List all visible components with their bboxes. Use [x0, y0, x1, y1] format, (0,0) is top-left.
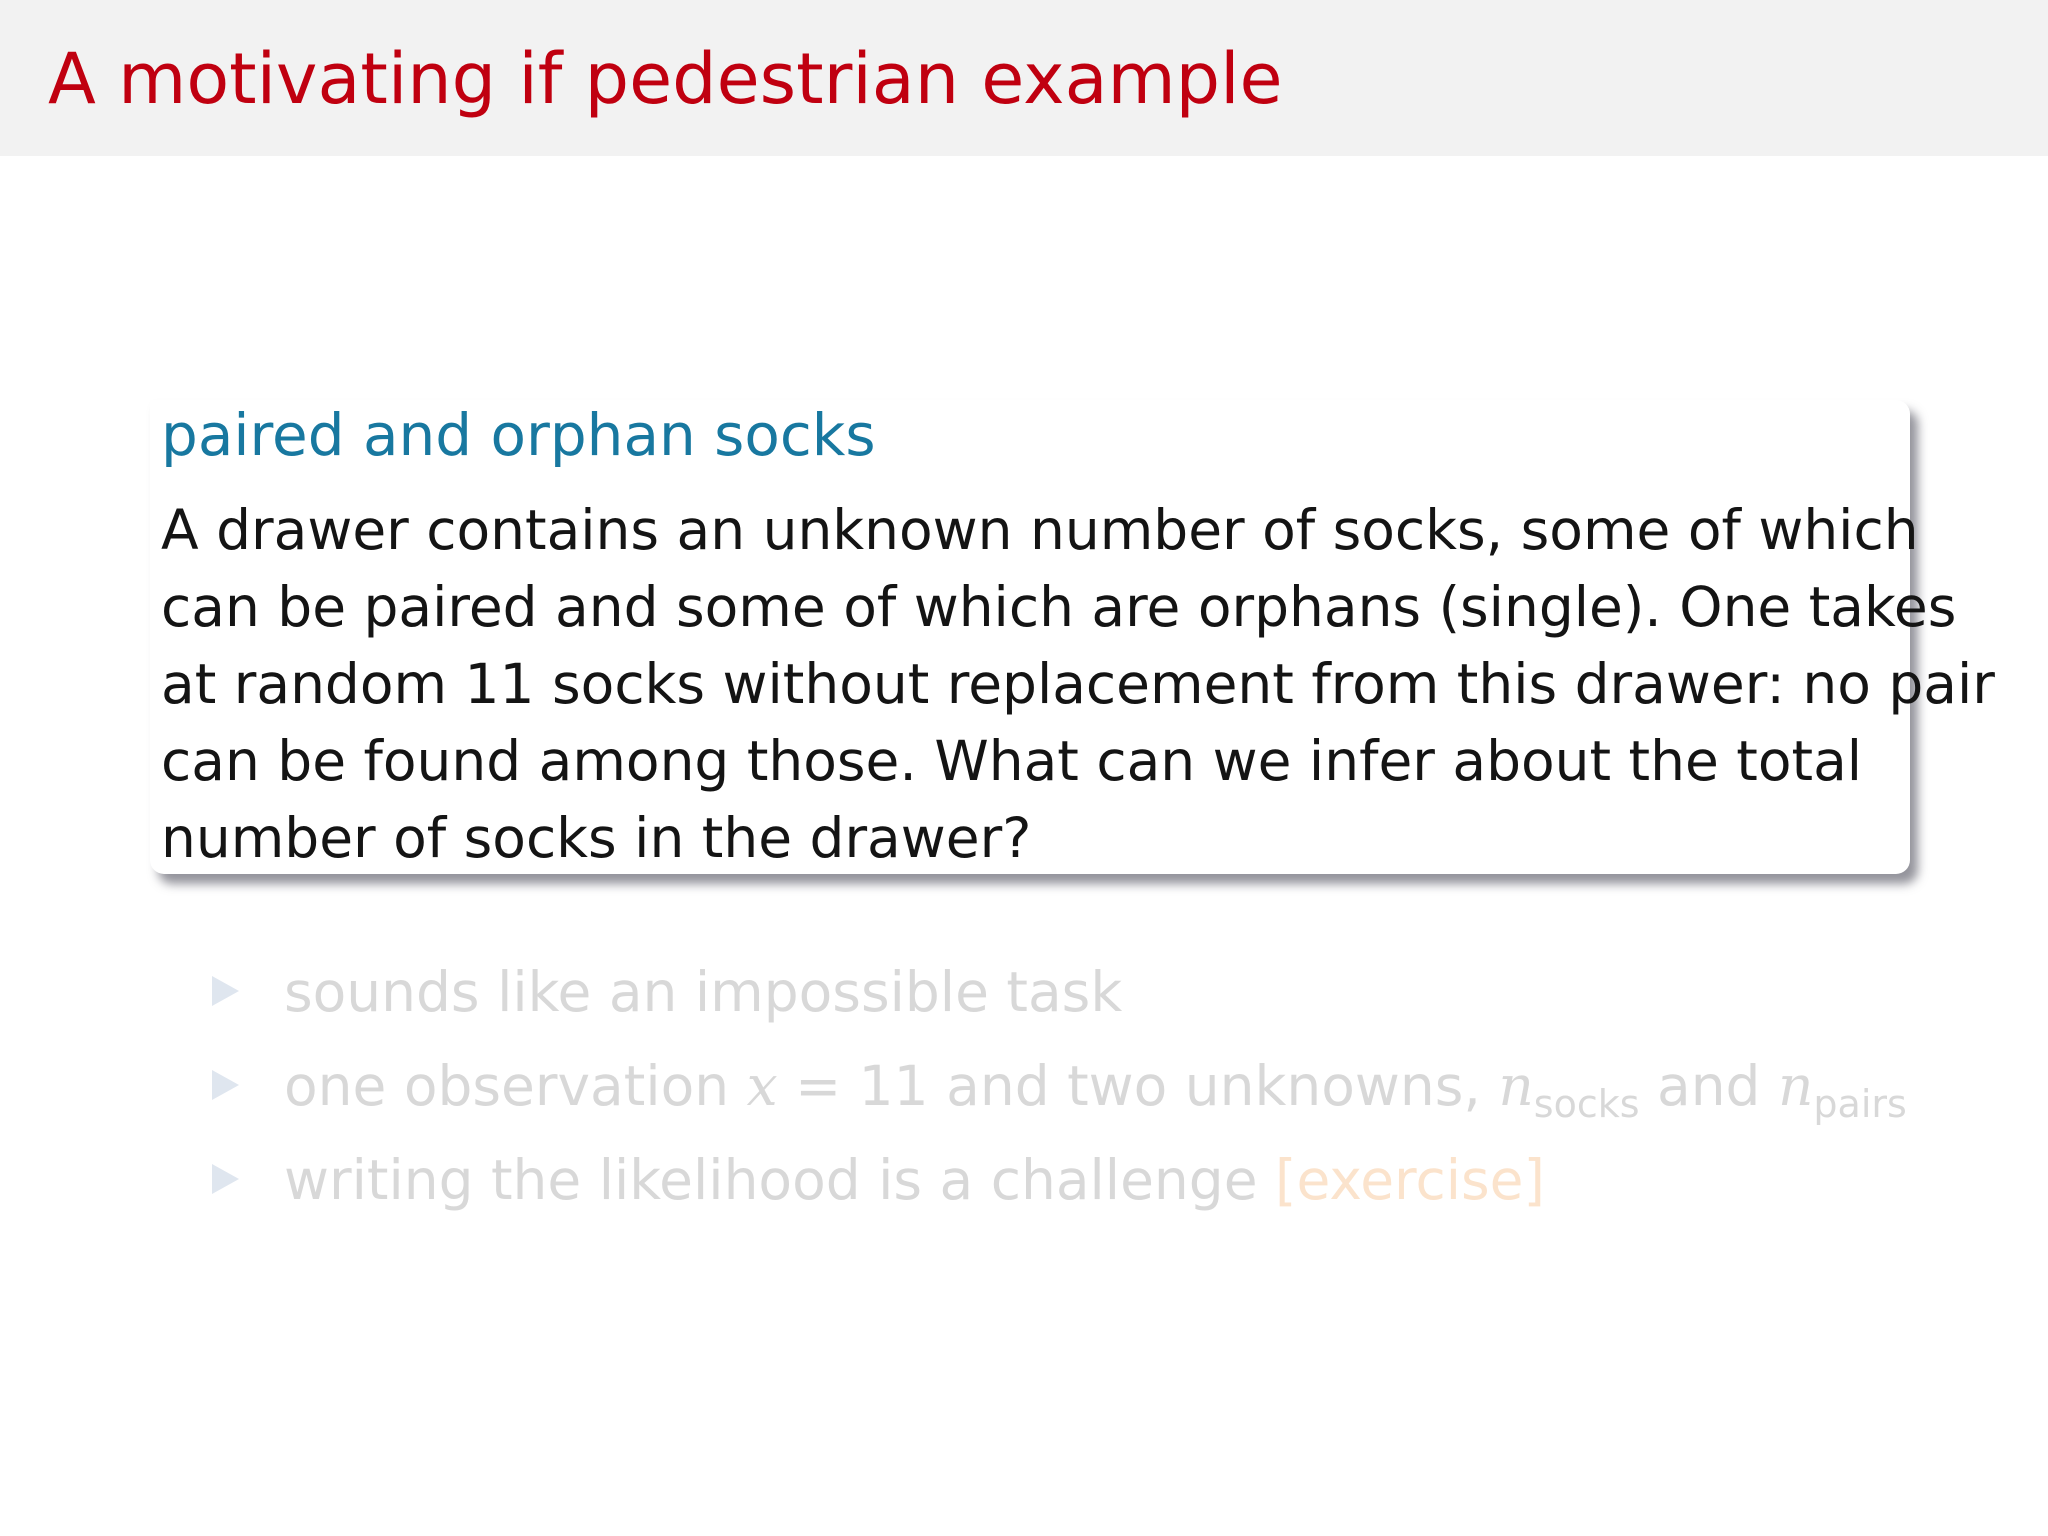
- bullet-list: [212, 952, 1912, 1234]
- bullet-item: [212, 1140, 1912, 1234]
- bullet-item: [212, 1046, 1912, 1140]
- variable-n-socks: n: [1498, 1054, 1534, 1118]
- bullet-text: [284, 1046, 1907, 1144]
- bullet-text-part: and: [1639, 1054, 1778, 1118]
- bullet-text-part: writing the likelihood is a challenge: [284, 1148, 1276, 1212]
- bullet-text: sounds like an impossible task: [284, 960, 1123, 1024]
- block-title: paired and orphan socks: [161, 401, 876, 469]
- block-line: number of socks in the drawer?: [161, 806, 1032, 870]
- bullet-text-part: = 11 and two unknowns,: [777, 1054, 1499, 1118]
- block-line: at random 11 socks without replacement from this drawer: no pair: [161, 652, 1995, 716]
- block-line: can be paired and some of which are orphans (single). One takes: [161, 575, 1957, 639]
- bullet-item: [212, 952, 1912, 1046]
- variable-n-pairs: n: [1777, 1054, 1814, 1118]
- exercise-tag: [exercise]: [1275, 1148, 1545, 1212]
- block-line: can be found among those. What can we infer about the total: [161, 729, 1863, 793]
- bullet-text: [284, 1140, 1545, 1220]
- variable-x: x: [746, 1054, 778, 1118]
- triangle-bullet-icon: [212, 1164, 239, 1194]
- triangle-bullet-icon: [212, 976, 239, 1006]
- block-line: A drawer contains an unknown number of socks, some of which: [161, 498, 1919, 562]
- subscript-socks: socks: [1533, 1082, 1640, 1126]
- slide-title: A motivating if pedestrian example: [48, 38, 1283, 120]
- subscript-pairs: pairs: [1813, 1082, 1907, 1126]
- triangle-bullet-icon: [212, 1070, 239, 1100]
- bullet-text-part: one observation: [284, 1054, 747, 1118]
- block-body: [161, 492, 1995, 877]
